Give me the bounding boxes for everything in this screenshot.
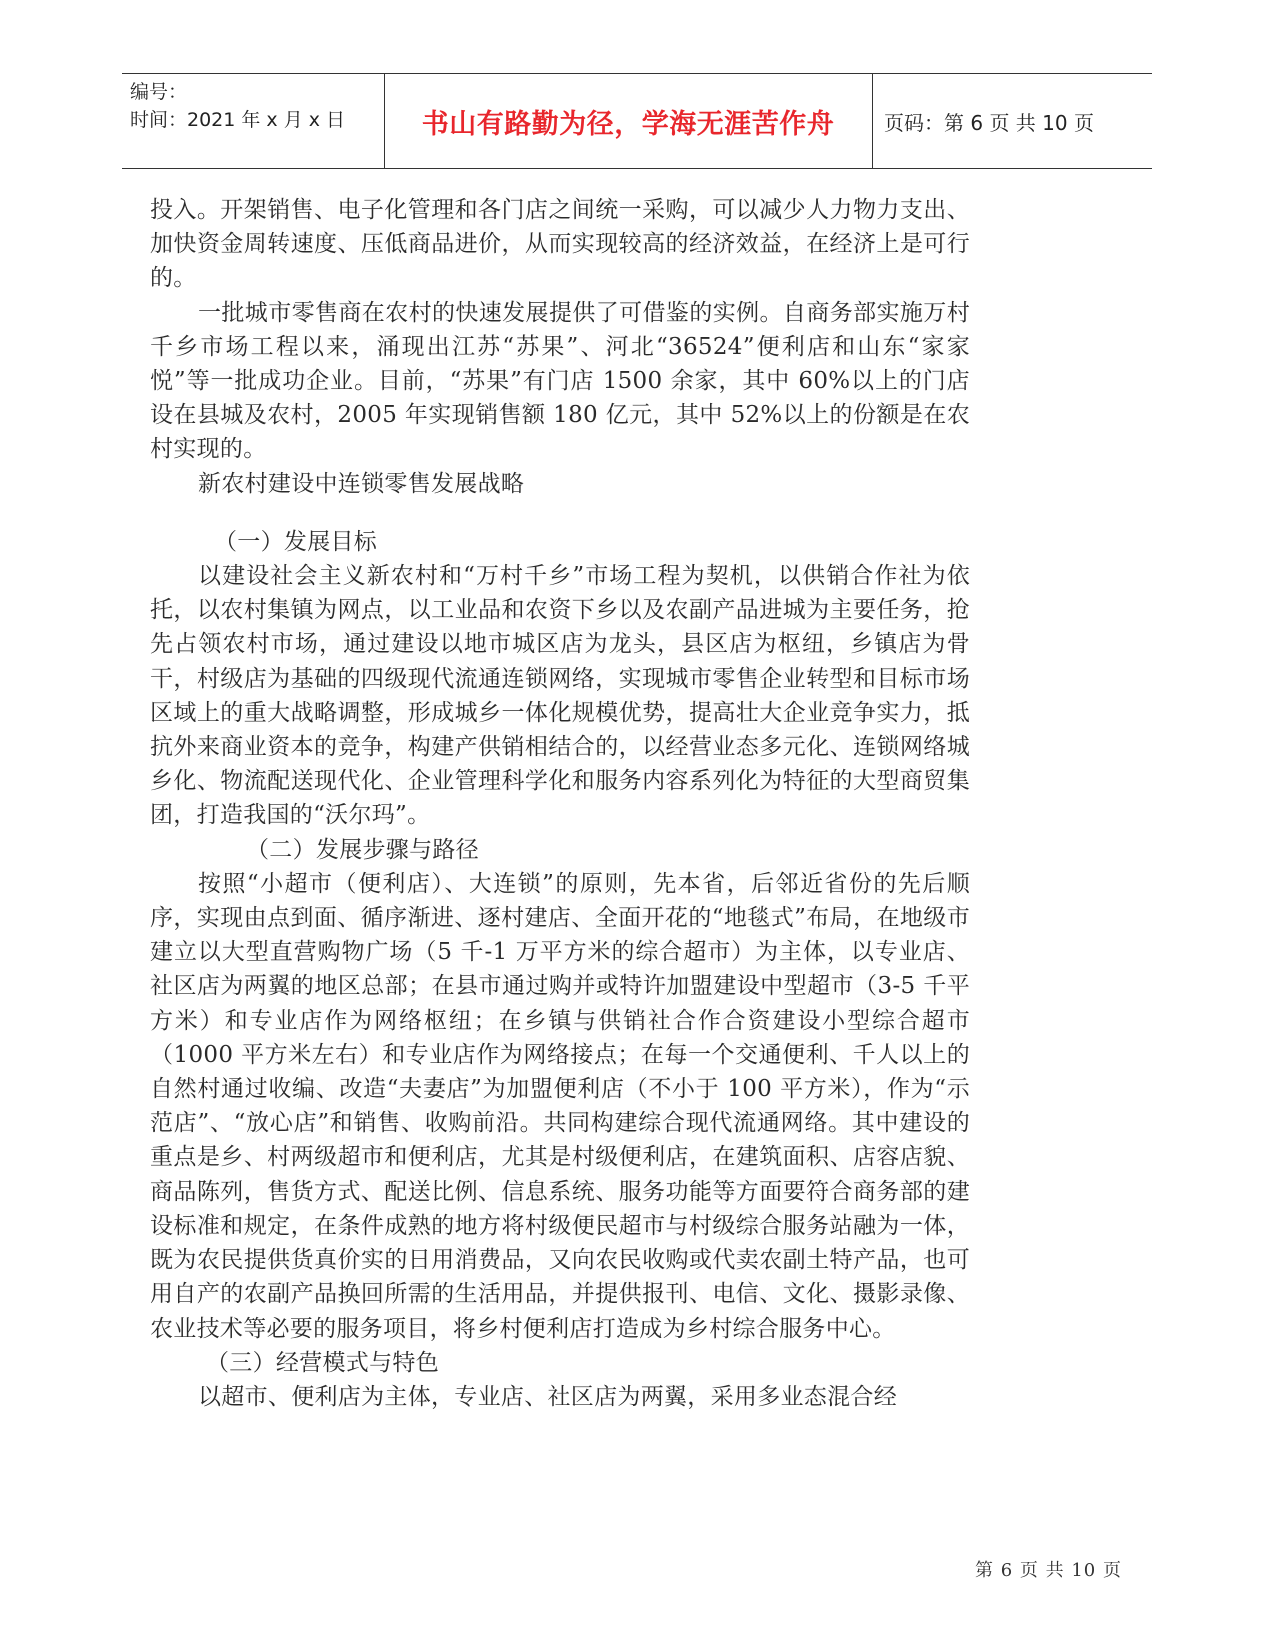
- page-footer: 第 6 页 共 10 页: [975, 1560, 1122, 1581]
- paragraph: 按照“小超市（便利店）、大连锁”的原则，先本省，后邻近省份的先后顺序，实现由点到面、循序渐进、逐村建店、全面开花的“地毯式”布局，在地级市建立以大型直营购物广场（5 千-1 万平方米的综合超市）为主体，以专业店、社区店为两翼的地区总部；在县市通过购并或特许加盟建设中型超市（3-5 千平方米）和专业店作为网络枢纽；在乡镇与供销社合作合资建设小型综合超市（1000 平方米左右）和专业店作为网络接点；在每一个交通便利、千人以上的自然村通过收编、改造“夫妻店”为加盟便利店（不小于 100 平方米），作为“示范店”、“放心店”和销售、收购前沿。共同构建综合现代流通网络。其中建设的重点是乡、村两级超市和便利店，尤其是村级便利店，在建筑面积、店容店貌、商品陈列，售货方式、配送比例、信息系统、服务功能等方面要符合商务部的建设标准和规定，在条件成熟的地方将村级便民超市与村级综合服务站融为一体，既为农民提供货真价实的日用消费品，又向农民收购或代卖农副土特产品，也可用自产的农副产品换回所需的生活用品，并提供报刊、电信、文化、摄影录像、农业技术等必要的服务项目，将乡村便利店打造成为乡村综合服务中心。: [150, 870, 970, 1342]
- paragraph: 以建设社会主义新农村和“万村千乡”市场工程为契机，以供销合作社为依托，以农村集镇为网点，以工业品和农资下乡以及农副产品进城为主要任务，抢先占领农村市场，通过建设以地市城区店为龙头，县区店为枢纽，乡镇店为骨干，村级店为基础的四级现代流通连锁网络，实现城市零售企业转型和目标市场区域上的重大战略调整，形成城乡一体化规模优势，提高壮大企业竞争实力，抵抗外来商业资本的竞争，构建产供销相结合的，以经营业态多元化、连锁网络城乡化、物流配送现代化、企业管理科学化和服务内容系列化为特征的大型商贸集团，打造我国的“沃尔玛”。: [150, 563, 970, 829]
- subsection-heading: （二）发展步骤与路径: [246, 836, 479, 863]
- document-body: [150, 193, 970, 1414]
- paragraph: 投入。开架销售、电子化管理和各门店之间统一采购，可以减少人力物力支出、加快资金周转速度、压低商品进价，从而实现较高的经济效益，在经济上是可行的。: [150, 197, 970, 292]
- subsection-heading: （三）经营模式与特色: [206, 1349, 439, 1376]
- paragraph: 以超市、便利店为主体，专业店、社区店为两翼，采用多业态混合经: [198, 1383, 897, 1410]
- header-motto: 书山有路勤为径，学海无涯苦作舟: [421, 108, 835, 140]
- header-table: [122, 73, 1152, 169]
- header-meta: [130, 78, 345, 134]
- paragraph: 一批城市零售商在农村的快速发展提供了可借鉴的实例。自商务部实施万村千乡市场工程以来，涌现出江苏“苏果”、河北“36524”便利店和山东“家家悦”等一批成功企业。目前，“苏果”有门店 1500 余家，其中 60%以上的门店设在县城及农村，2005 年实现销售额 180 亿元，其中 52%以上的份额是在农村实现的。: [150, 299, 970, 463]
- subsection-heading: （一）发展目标: [214, 528, 378, 555]
- document-time-label: 时间：2021 年 x 月 x 日: [130, 109, 346, 131]
- document-number-label: 编号：: [130, 81, 188, 103]
- header-page-label: 页码：第 6 页 共 10 页: [884, 110, 1094, 135]
- header-divider: [872, 74, 873, 168]
- section-title: 新农村建设中连锁零售发展战略: [198, 470, 525, 497]
- spacer: [150, 501, 970, 525]
